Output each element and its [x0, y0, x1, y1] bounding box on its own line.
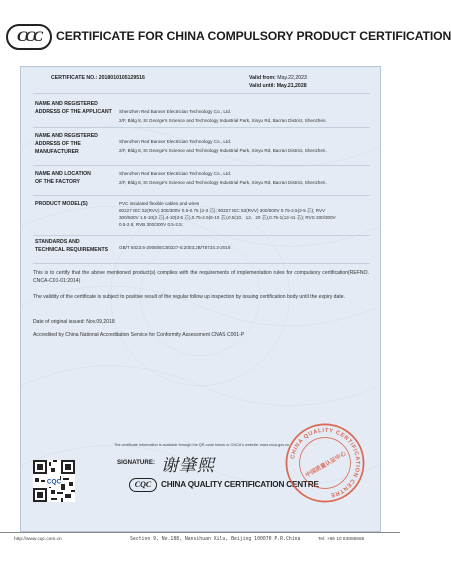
certificate-title: CERTIFICATE FOR CHINA COMPULSORY PRODUCT CERTIFICATION — [56, 29, 451, 43]
validity-statement: The validity of the certificate is subject to positive result of the regular follow up inspection by issuing certification body until the expiry date. — [33, 294, 346, 300]
standards-value: GB/T 5023.5-2008/IEC60227-5:2003;JB/T8734.3-2016 — [119, 245, 231, 250]
factory-address: 2/F, Bldg 8, St George's Science and Technology Industrial Park, Xinyu Rd, Bao'an District, Shenzhen. — [119, 179, 327, 185]
certificate-number-label: CERTIFICATE NO.: — [51, 75, 98, 81]
cqc-logo-text: CQC — [134, 480, 152, 489]
qr-code-icon[interactable] — [33, 460, 75, 502]
applicant-label-line: NAME AND REGISTERED — [35, 101, 98, 107]
page-footer — [0, 532, 400, 544]
manufacturer-label — [35, 133, 98, 156]
certificate-sheet — [20, 66, 381, 532]
signature-label: SIGNATURE: — [117, 459, 156, 466]
valid-from-label: Valid from: — [249, 75, 276, 81]
factory-name: Shenzhen Red Banner Electrician Technology Co., Ltd. — [119, 171, 232, 176]
applicant-label — [35, 101, 112, 117]
issuer-name: CHINA QUALITY CERTIFICATION CENTRE — [161, 480, 319, 489]
valid-until-row — [249, 83, 307, 91]
cqc-logo-icon — [129, 478, 157, 492]
factory-label-line: NAME AND LOCATION — [35, 171, 91, 177]
manufacturer-name: Shenzhen Red Banner Electrician Technology Co., Ltd. — [119, 139, 232, 144]
manufacturer-label-line: NAME AND REGISTERED — [35, 133, 98, 139]
official-seal-icon — [284, 422, 366, 504]
manufacturer-label-line: MANUFACTURER — [35, 148, 79, 155]
seal-text: CHINA QUALITY CERTIFICATION CENTRE — [290, 427, 361, 498]
standards-label-line: TECHNICAL REQUIREMENTS — [35, 246, 109, 253]
certificate-number: 2018010105129516 — [98, 75, 145, 81]
manufacturer-label-line: ADDRESS OF THE — [35, 140, 81, 147]
ccc-logo-text: CCC — [16, 28, 41, 45]
product-model-label: PRODUCT MODEL(S) — [35, 201, 88, 207]
verification-note: The certificate information is available through the QR-code below or CNCA's website: www.cnca.gov.cn — [114, 443, 289, 447]
footer-address: Section 9, No.188, Nansihuan Xilu, Beijing 100070 P.R.China — [130, 537, 301, 542]
applicant-address: 2/F, Bldg 8, St George's Science and Technology Industrial Park, Xinyu Rd, Bao'an District, Shenzhen. — [119, 117, 327, 123]
original-issue-date: Date of original issued: Nov.09,2018 — [33, 319, 115, 325]
product-model-line: 0.5-2.5; RVB 300/300V 0.5-2.5; — [119, 221, 184, 227]
valid-until-date: May.21,2028 — [276, 83, 307, 89]
applicant-value — [119, 109, 327, 125]
valid-from-row — [249, 75, 307, 83]
divider — [33, 195, 370, 196]
applicant-name: Shenzhen Red Banner Electrician Technology Co., Ltd. — [119, 109, 232, 114]
footer-telephone: Tel: +86 10 83886666 — [318, 537, 365, 542]
divider — [33, 165, 370, 166]
divider — [33, 93, 370, 94]
accreditation-statement: Accredited by China National Accreditation Service for Conformity Assessment CNAS C001-P — [33, 332, 245, 338]
divider — [33, 127, 370, 128]
valid-until-label: Valid until: — [249, 83, 276, 89]
seal-text-cn: 中国质量认证中心 — [304, 450, 348, 480]
applicant-label-line: ADDRESS OF THE APPLICANT — [35, 108, 112, 115]
svg-text:CQC: CQC — [46, 478, 62, 486]
certificate-header — [0, 0, 451, 70]
divider — [33, 235, 370, 236]
product-model-value — [119, 201, 371, 229]
signature-handwriting: 谢肇熙 — [161, 456, 215, 476]
product-model-line: PVC insulated flexible cables and wires — [119, 201, 200, 206]
manufacturer-address: 2/F, Bldg 8, St George's Science and Technology Industrial Park, Xinyu Rd, Bao'an District, Shenzhen. — [119, 147, 327, 153]
product-model-line: 60227 IEC 52(RVV) 300/300V 0.5-0.75 (2-3 芯); 60227 IEC 53(RVV) 300/500V 0.75-2.5(2-5 芯); RVV — [119, 207, 326, 213]
divider — [33, 263, 370, 264]
footer-website-link[interactable]: http://www.cqc.com.cn — [14, 537, 62, 542]
ccc-logo-icon — [6, 24, 52, 50]
standards-label — [35, 239, 108, 255]
product-model-line: 300/500V 1.5-10(2 芯),4-10(3-5 芯),0.75-2.5(6-10 芯),0.5(10、12、20 芯),0.75-1(12-41 芯); RVS 300/300V — [119, 214, 336, 220]
factory-value — [119, 171, 327, 187]
factory-label — [35, 171, 91, 187]
valid-from-date: May.22,2023 — [277, 75, 307, 81]
manufacturer-value — [119, 139, 327, 155]
factory-label-line: OF THE FACTORY — [35, 178, 80, 185]
standards-label-line: STANDARDS AND — [35, 239, 80, 245]
certificate-number-row — [51, 75, 145, 83]
certification-statement: This is to certify that the above mentioned product(s) complies with the requirements of implementation rules for compulsory certification(REFNO. CNCA-C01-01:2014) — [33, 270, 369, 285]
